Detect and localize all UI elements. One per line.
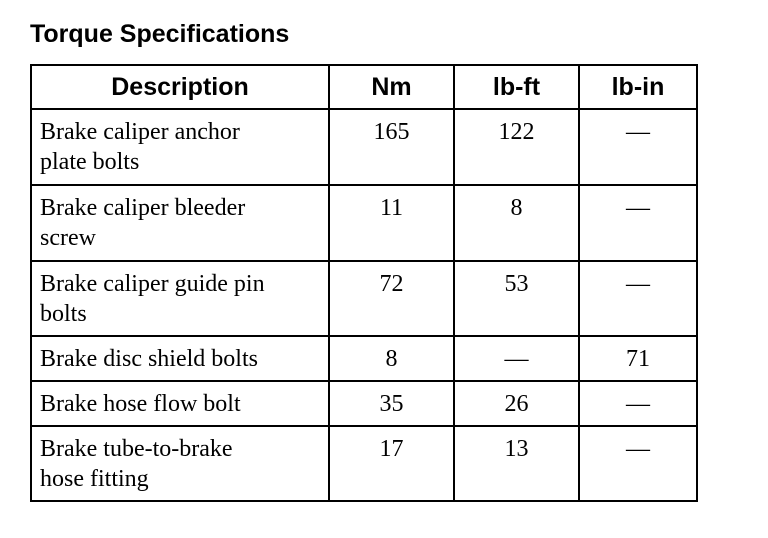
description-line: hose fitting (40, 466, 149, 492)
row-description (31, 109, 329, 185)
value-lb-ft: 8 (454, 185, 579, 261)
table-row (31, 381, 697, 426)
header-nm: Nm (329, 65, 454, 109)
description-line: bolts (40, 301, 87, 327)
table-row (31, 426, 697, 501)
page-title: Torque Specifications (30, 20, 290, 48)
table-row (31, 261, 697, 336)
description-line: Brake caliper guide pin (40, 271, 265, 297)
value-lb-ft: 122 (454, 109, 579, 185)
value-nm: 165 (329, 109, 454, 185)
header-description: Description (31, 65, 329, 109)
value-lb-in: — (579, 426, 697, 501)
table-row (31, 109, 697, 185)
table-row (31, 336, 697, 381)
table-header-row (31, 65, 697, 109)
value-lb-ft: — (454, 336, 579, 381)
description-line: Brake disc shield bolts (40, 346, 258, 372)
description-line: Brake caliper anchor (40, 119, 240, 145)
row-description (31, 261, 329, 336)
value-nm: 35 (329, 381, 454, 426)
value-nm: 11 (329, 185, 454, 261)
value-lb-ft: 53 (454, 261, 579, 336)
description-line: Brake caliper bleeder (40, 195, 246, 221)
description-line: plate bolts (40, 149, 140, 175)
row-description (31, 185, 329, 261)
value-lb-in: — (579, 261, 697, 336)
value-lb-in: — (579, 109, 697, 185)
row-description (31, 381, 329, 426)
description-line: Brake tube-to-brake (40, 436, 233, 462)
description-line: Brake hose flow bolt (40, 391, 241, 417)
description-line: screw (40, 225, 96, 251)
table-row (31, 185, 697, 261)
value-nm: 72 (329, 261, 454, 336)
torque-spec-table (30, 64, 698, 502)
row-description (31, 426, 329, 501)
value-nm: 17 (329, 426, 454, 501)
value-lb-ft: 26 (454, 381, 579, 426)
value-lb-ft: 13 (454, 426, 579, 501)
value-lb-in: — (579, 381, 697, 426)
value-nm: 8 (329, 336, 454, 381)
row-description (31, 336, 329, 381)
value-lb-in: 71 (579, 336, 697, 381)
header-lb-ft: lb-ft (454, 65, 579, 109)
value-lb-in: — (579, 185, 697, 261)
header-lb-in: lb-in (579, 65, 697, 109)
